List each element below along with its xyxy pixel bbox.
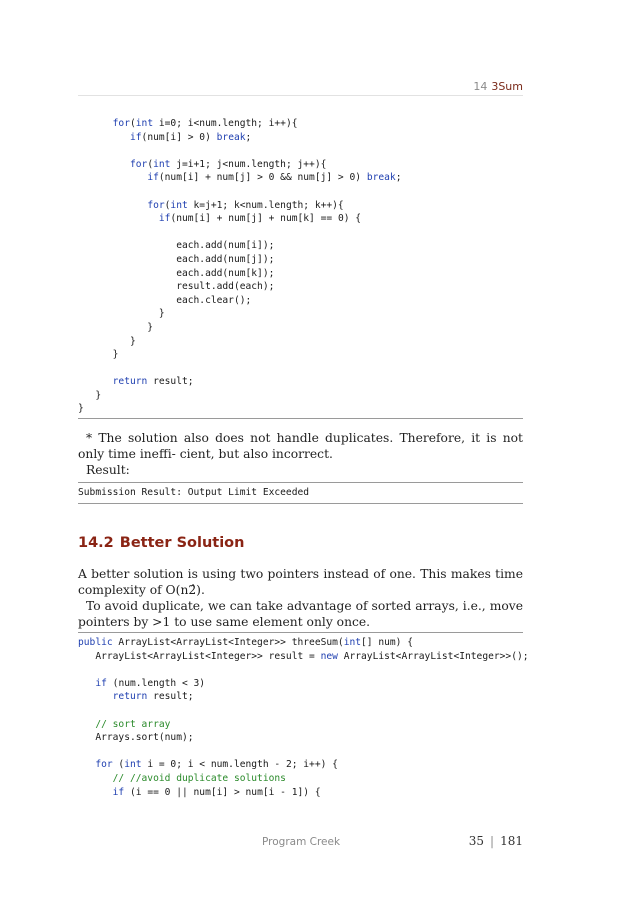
paragraph-avoid-duplicate: To avoid duplicate, we can take advantage of sorted arrays, i.e., move pointers by >1 to use same element only once. (78, 599, 523, 629)
code-bottom-rule (78, 418, 523, 419)
result-label: Result: (86, 463, 130, 477)
code-line: } (78, 349, 119, 361)
current-page: 35 (468, 834, 485, 848)
code-line: public ArrayList<ArrayList<Integer>> threeSum(int[] num) { (78, 637, 414, 648)
code-line: for (int i = 0; i < num.length - 2; i++) { (95, 759, 338, 771)
code-line (78, 362, 523, 376)
submission-result-box (78, 482, 523, 504)
code-line: each.add(num[i]); (78, 240, 275, 252)
code-block-brute-force (78, 117, 523, 416)
code-line: for(int i=0; i<num.length; i++){ (112, 118, 298, 129)
code-line (78, 704, 523, 718)
code-line: for(int k=j+1; k<num.length; k++){ (147, 199, 344, 211)
code-top-rule (78, 632, 523, 633)
code-line: } (78, 335, 136, 347)
code-line: if(num[i] + num[j] > 0 && num[j] > 0) break; (147, 172, 402, 184)
code-line: each.clear(); (78, 294, 252, 306)
code-line: return result; (112, 376, 194, 388)
code-line (78, 745, 523, 759)
code-line: // //avoid duplicate solutions (112, 772, 286, 784)
code-line (78, 185, 523, 199)
code-line: } (78, 389, 102, 401)
code-line: } (78, 403, 84, 415)
header-rule (78, 95, 523, 96)
code-line: if (num.length < 3) (95, 677, 206, 689)
code-line: result.add(each); (78, 281, 275, 293)
code-line: each.add(num[k]); (78, 267, 275, 279)
code-line: } (78, 308, 165, 320)
code-line: if(num[i] + num[j] + num[k] == 0) { (158, 213, 362, 225)
chapter-number: 14 (473, 80, 488, 93)
code-line: Arrays.sort(num); (78, 732, 194, 744)
code-line: ArrayList<ArrayList<Integer>> result = new ArrayList<ArrayList<Integer>>(); (78, 650, 529, 662)
footer-source: Program Creek (262, 836, 341, 848)
code-line: each.add(num[j]); (78, 253, 275, 265)
paragraph-better-solution: A better solution is using two pointers instead of one. This makes time complexity of O(n2̂). (78, 567, 523, 597)
code-line (78, 144, 523, 158)
code-line (78, 226, 523, 240)
submission-result-text: Submission Result: Output Limit Exceeded (78, 487, 310, 498)
code-line: if(num[i] > 0) break; (129, 131, 252, 143)
code-line: return result; (112, 691, 194, 703)
page-number: 35 | 181 (468, 834, 523, 848)
code-line: } (78, 321, 154, 333)
section-title: Better Solution (119, 535, 245, 551)
code-line: // sort array (95, 718, 171, 730)
section-heading (78, 535, 244, 551)
total-pages: 181 (500, 834, 523, 848)
note-paragraph: * The solution also does not handle duplicates. Therefore, it is not only time ineffi- cient, but also incorrect. (78, 431, 523, 461)
chapter-title: 3Sum (491, 80, 523, 93)
section-number: 14.2 (78, 535, 114, 551)
code-line: for(int j=i+1; j<num.length; j++){ (129, 158, 327, 170)
running-head (473, 80, 523, 93)
code-block-two-pointers (78, 636, 529, 799)
code-line (78, 663, 523, 677)
code-line: if (i == 0 || num[i] > num[i - 1]) { (112, 786, 321, 798)
